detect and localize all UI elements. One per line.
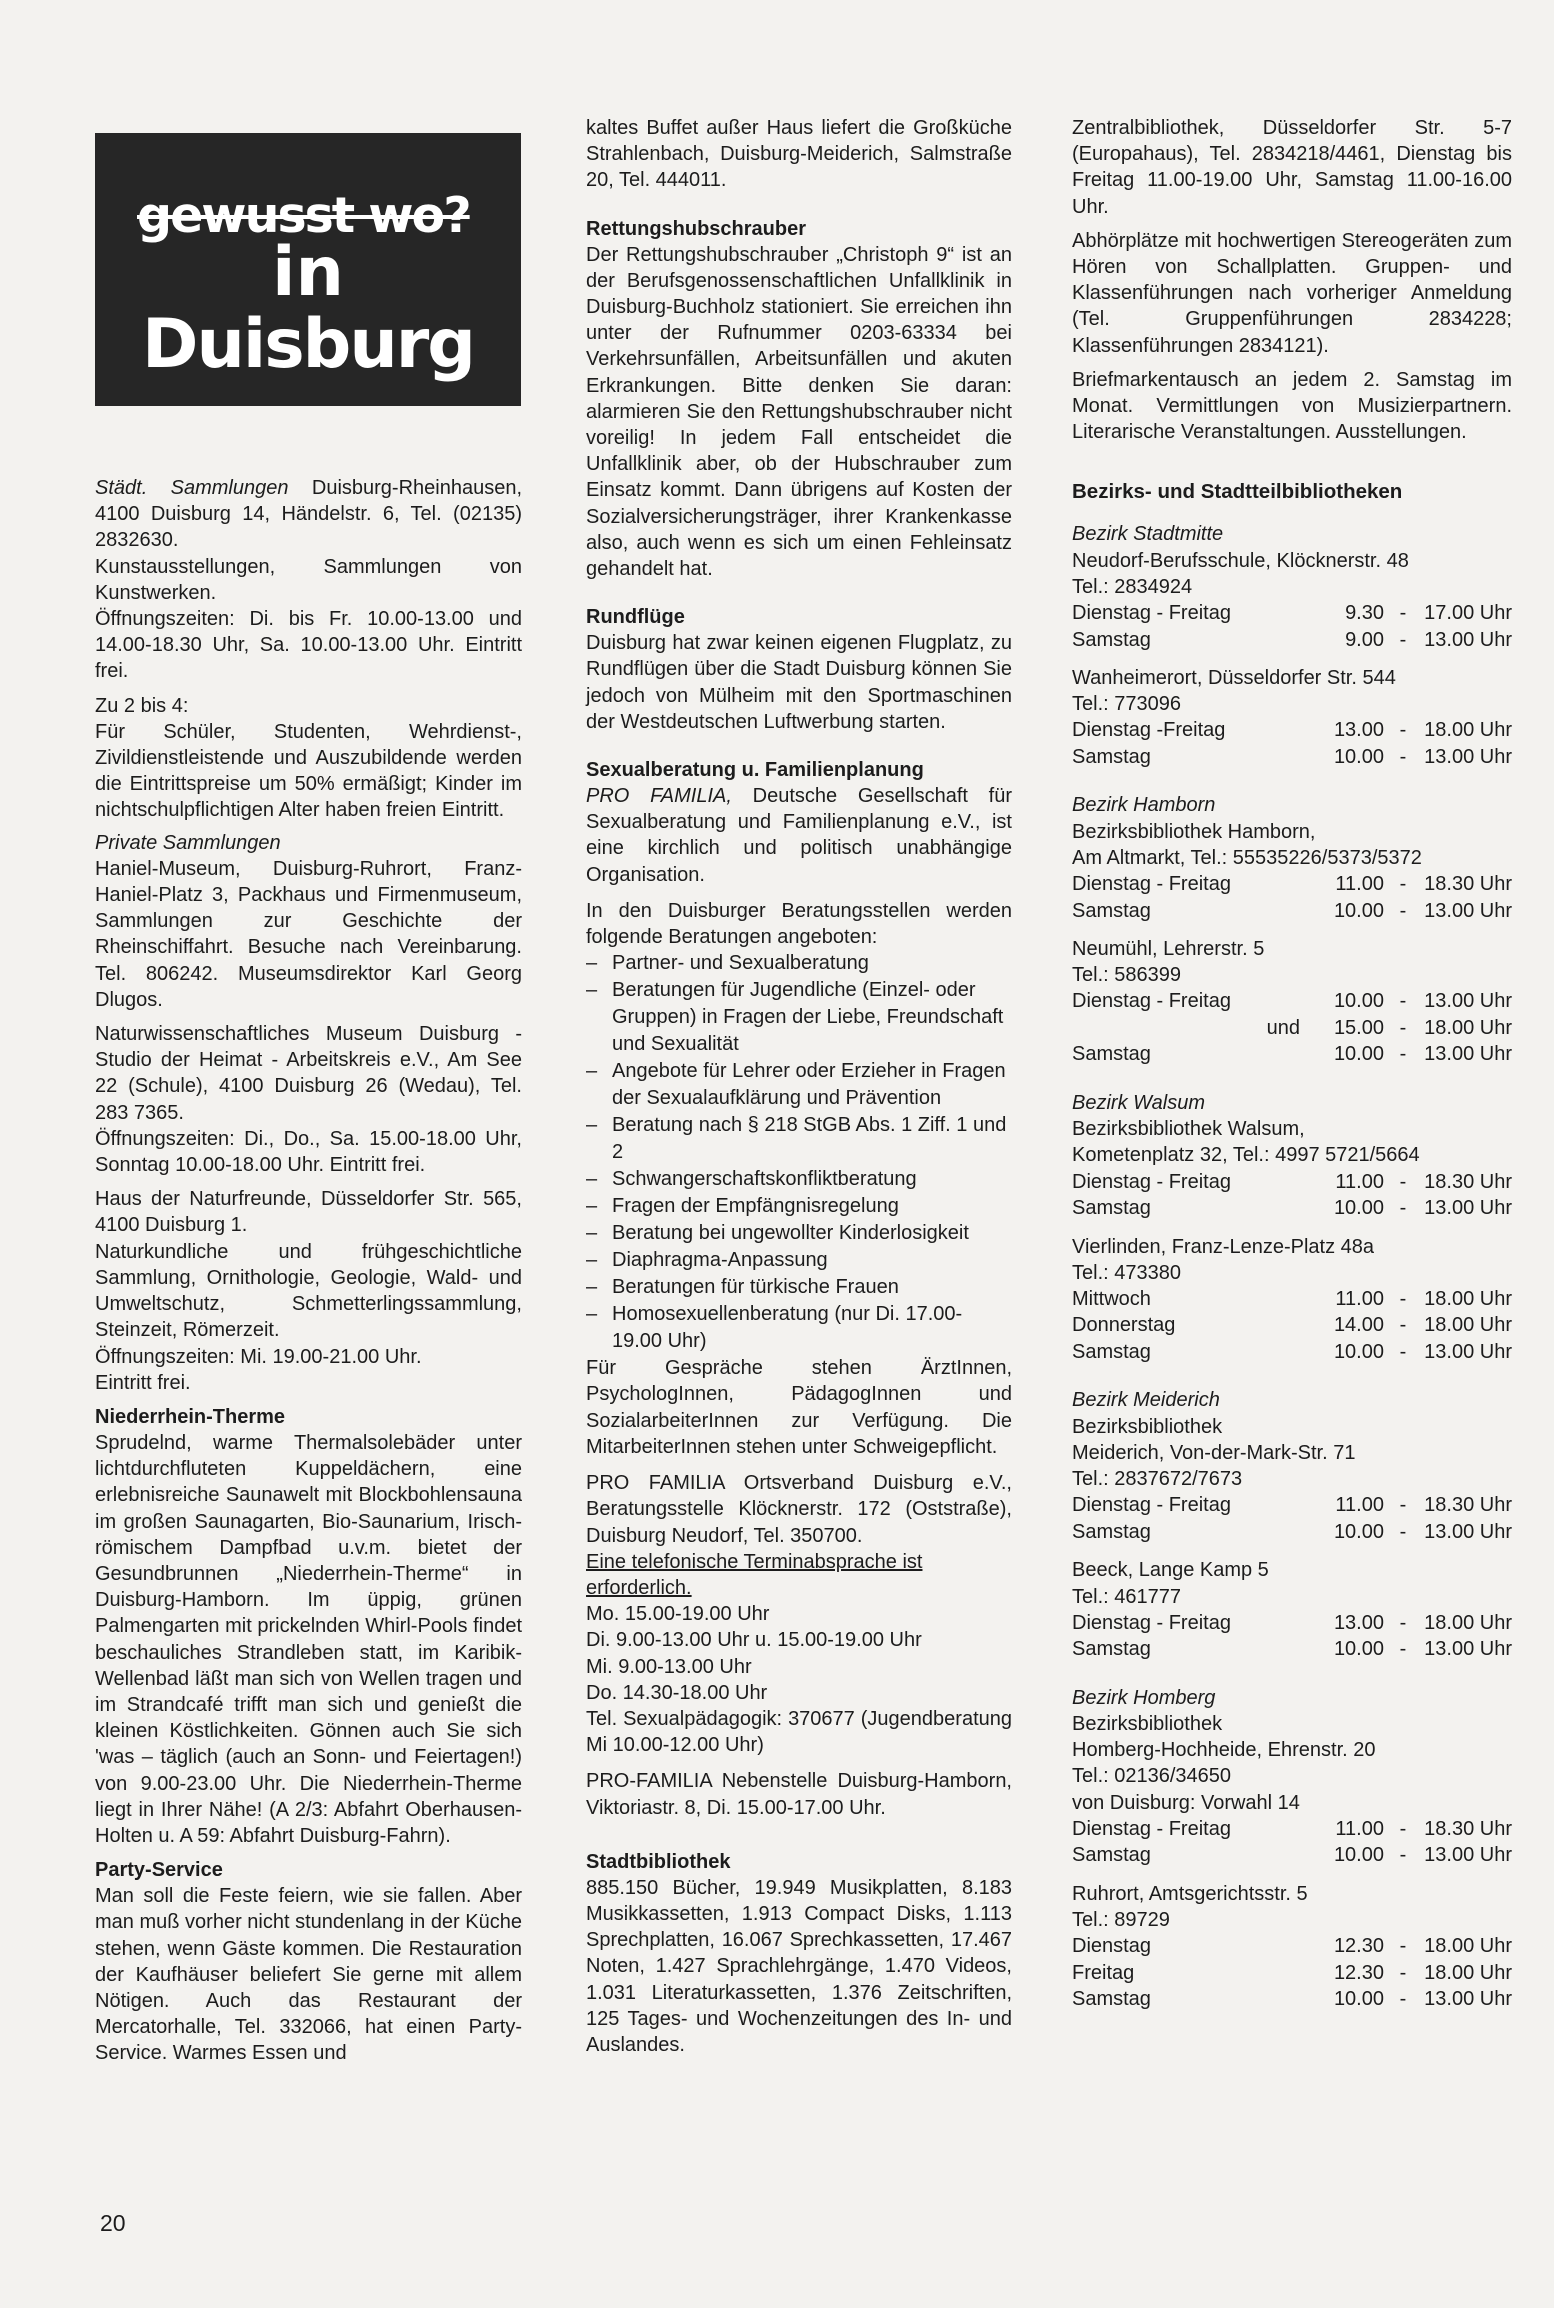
abhor-text: Abhörplätze mit hochwertigen Stereogeräten zum Hören von Schallplatten. Gruppen- und Klassenführungen nach vorheriger Anmeldung (Tel. Gruppenführungen 2834228; Klassenführungen 2834121). <box>1072 229 1512 357</box>
hours-to: 18.00 Uhr <box>1424 1961 1512 1984</box>
library-address-line: Kometenplatz 32, Tel.: 4997 5721/5664 <box>1072 1144 1420 1167</box>
district-name: Bezirk Walsum <box>1072 1091 1205 1114</box>
naturfreunde-text: Haus der Naturfreunde, Düsseldorfer Str. 565, 4100 Duisburg 1. <box>95 1188 522 1237</box>
party-continued: kaltes Buffet außer Haus liefert die Großküche Strahlenbach, Duisburg-Meiderich, Salmstraße 20, Tel. 444011. <box>586 117 1012 192</box>
hours-separator: - <box>1399 1197 1407 1220</box>
hours-day: Dienstag - Freitag <box>1072 602 1231 625</box>
library-entry <box>1072 665 1512 770</box>
sex-ortsverband: PRO FAMILIA Ortsverband Duisburg e.V., Beratungsstelle Klöcknerstr. 172 (Oststraße), Duisburg Neudorf, Tel. 350700. <box>586 1472 1012 1547</box>
sex-time: Mi. 9.00-13.00 Uhr <box>586 1655 752 1678</box>
hours-row <box>1072 1015 1512 1042</box>
hours-from: 10.00 <box>1333 745 1384 768</box>
hours-row <box>1072 1842 1512 1869</box>
hours-from: 10.00 <box>1333 1638 1384 1661</box>
sex-offers-list <box>586 950 1012 1355</box>
hours-row <box>1072 1960 1512 1987</box>
library-address-line: Homberg-Hochheide, Ehrenstr. 20 <box>1072 1739 1376 1762</box>
sex-time: Tel. Sexualpädagogik: 370677 (Jugendberatung Mi 10.00-12.00 Uhr) <box>586 1707 1012 1757</box>
sex-time: Mo. 15.00-19.00 Uhr <box>586 1603 770 1626</box>
hours-to: 18.00 Uhr <box>1424 1314 1512 1337</box>
hours-separator: - <box>1399 873 1407 896</box>
therme-text: Sprudelnd, warme Thermalsolebäder unter lichtdurchfluteten Kuppeldächern, eine erlebnisreiche Saunawelt mit Blockbohlensauna im großen Saunagarten, Bio-Saunarium, Irisch-römischem Dampfbad u.v.m. bietet der Gesundbrunnen „Niederrhein-Therme“ in Duisburg-Hamborn. Im üppig, grünen Palmengarten mit prickelnden Whirl-Pools findet beschauliches Strandleben statt, im Karibik-Wellenbad läßt man sich von Wellen tragen und im Strandcafé trifft man sich und genießt die kleinen Köstlichkeiten. Gönnen auch Sie sich 'was – täglich (auch an Sonn- und Feiertagen!) von 9.00-23.00 Uhr. Die Niederrhein-Therme liegt in Ihrer Nähe! (A 2/3: Abfahrt Oberhausen-Holten u. A 59: Abfahrt Duisburg-Fahrn). <box>95 1431 522 1847</box>
hours-from: 10.00 <box>1333 1197 1384 1220</box>
hours-from: 12.30 <box>1333 1935 1384 1958</box>
hours-from: 10.00 <box>1333 1844 1384 1867</box>
district-name: Bezirk Stadtmitte <box>1072 523 1224 546</box>
hours-from: 10.00 <box>1333 1520 1384 1543</box>
staedt-sammlungen <box>95 475 522 554</box>
list-item: – Partner- und Sexualberatung <box>586 950 1012 977</box>
hours-separator: - <box>1399 1988 1407 2011</box>
library-address-line: Bezirksbibliothek <box>1072 1712 1223 1735</box>
library-address-line: Tel.: 473380 <box>1072 1261 1181 1284</box>
hours-day: Samstag <box>1072 1844 1151 1867</box>
library-address-line: Bezirksbibliothek <box>1072 1415 1223 1438</box>
library-address-line: Ruhrort, Amtsgerichtsstr. 5 <box>1072 1882 1308 1905</box>
hours-row <box>1072 1636 1512 1663</box>
hours-from: 12.30 <box>1333 1961 1384 1984</box>
hours-row <box>1072 1041 1512 1068</box>
hours-day: Dienstag - Freitag <box>1072 1611 1231 1634</box>
hours-from: 11.00 <box>1335 1817 1384 1840</box>
hours-row <box>1072 1610 1512 1637</box>
library-address-line: Neudorf-Berufsschule, Klöcknerstr. 48 <box>1072 549 1409 572</box>
column-1 <box>95 475 522 2067</box>
hours-to: 13.00 Uhr <box>1424 1844 1512 1867</box>
hours-to: 13.00 Uhr <box>1424 745 1512 768</box>
library-entry <box>1072 1116 1512 1221</box>
natur-text: Naturwissenschaftliches Museum Duisburg - Studio der Heimat - Arbeitskreis e.V., Am See 22 (Schule), 4100 Duisburg 26 (Wedau), Tel. 283 7365. <box>95 1023 522 1124</box>
hours-from: 11.00 <box>1335 1170 1384 1193</box>
hours-day: Samstag <box>1072 899 1151 922</box>
library-address-line: Vierlinden, Franz-Lenze-Platz 48a <box>1072 1235 1375 1258</box>
hours-to: 13.00 Uhr <box>1424 1197 1512 1220</box>
library-address-line: Tel.: 2834924 <box>1072 575 1193 598</box>
hours-separator: - <box>1399 1494 1407 1517</box>
private-text: Haniel-Museum, Duisburg-Ruhrort, Franz-Haniel-Platz 3, Packhaus und Firmenmuseum, Sammlungen zur Geschichte der Rheinschiffahrt. Besuche nach Vereinbarung. Tel. 806242. Museumsdirektor Karl Georg Dlugos. <box>95 857 522 1011</box>
hours-to: 18.30 Uhr <box>1424 873 1512 896</box>
library-entry <box>1072 1234 1512 1366</box>
sex-title: Sexualberatung u. Familienplanung <box>586 759 924 782</box>
hours-row <box>1072 871 1512 898</box>
hours-separator: - <box>1399 1170 1407 1193</box>
hours-to: 18.00 Uhr <box>1424 1016 1512 1039</box>
stadtbib-title: Stadtbibliothek <box>586 1850 731 1873</box>
library-entry <box>1072 1414 1512 1546</box>
hours-separator: - <box>1399 719 1407 742</box>
hours-to: 18.00 Uhr <box>1424 1287 1512 1310</box>
hours-separator: - <box>1399 1287 1407 1310</box>
hours-from: 9.30 <box>1345 602 1384 625</box>
hours-row <box>1072 600 1512 627</box>
library-entry <box>1072 819 1512 924</box>
sex-intro-text: Deutsche Gesellschaft für Sexualberatung und Familienplanung e.V., ist eine kirchlich und politisch unabhängige Organisation. <box>586 785 1012 886</box>
library-address-line: Tel.: 773096 <box>1072 693 1181 716</box>
staedt-zu-text: Für Schüler, Studenten, Wehrdienst-, Zivildienstleistende und Auszubildende werden die Eintrittspreise um 50% ermäßigt; Kinder im nichtschulpflichtigen Alter haben freien Eintritt. <box>95 720 522 822</box>
sex-intro-italic: PRO FAMILIA, <box>586 785 732 808</box>
hours-day: Dienstag - Freitag <box>1072 1494 1231 1517</box>
hours-from: 10.00 <box>1333 1340 1384 1363</box>
list-item: – Homosexuellenberatung (nur Di. 17.00-19.00 Uhr) <box>586 1301 1012 1355</box>
hours-day: Dienstag - Freitag <box>1072 1170 1231 1193</box>
library-entry <box>1072 1557 1512 1662</box>
hours-row <box>1072 627 1512 654</box>
heli-title: Rettungshubschrauber <box>586 217 807 240</box>
hours-separator: - <box>1399 1520 1407 1543</box>
hours-to: 13.00 Uhr <box>1424 1638 1512 1661</box>
heli-text: Der Rettungshubschrauber „Christoph 9“ ist an der Berufsgenossenschaftlichen Unfallklinik in Duisburg-Buchholz stationiert. Sie erreichen ihn unter der Rufnummer 0203-63334 bei Verkehrsunfällen, Arbeitsunfällen und akuten Erkrankungen. Bitte denken Sie daran: alarmieren Sie den Rettungshubschrauber nicht voreilig! In jedem Fall entscheidet die Unfallklinik aber, ob der Hubschrauber zum Einsatz kommt. Dann übrigens auf Kosten der Sozialversicherungsträger, ihrer Krankenkasse also, auch wenn es sich um einen Fehleinsatz gehandelt hat. <box>586 243 1012 581</box>
hours-day: Samstag <box>1072 628 1151 651</box>
hours-to: 13.00 Uhr <box>1424 1043 1512 1066</box>
hours-to: 13.00 Uhr <box>1424 899 1512 922</box>
staedt-title: Städt. Sammlungen <box>95 477 289 499</box>
hours-day: Samstag <box>1072 1520 1151 1543</box>
hours-separator: - <box>1399 1817 1407 1840</box>
hours-separator: - <box>1399 990 1407 1013</box>
hours-from: 11.00 <box>1335 1494 1384 1517</box>
staedt-hours: Öffnungszeiten: Di. bis Fr. 10.00-13.00 und 14.00-18.30 Uhr, Sa. 10.00-13.00 Uhr. Eintritt frei. <box>95 608 522 683</box>
list-item: – Fragen der Empfängnisregelung <box>586 1193 1012 1220</box>
hours-to: 13.00 Uhr <box>1424 1520 1512 1543</box>
hours-to: 18.00 Uhr <box>1424 1935 1512 1958</box>
hours-from: 10.00 <box>1333 990 1384 1013</box>
stadtbib-text: 885.150 Bücher, 19.949 Musikplatten, 8.183 Musikkassetten, 1.913 Compact Disks, 1.113 Sprechplatten, 16.067 Sprechkassetten, 17.467 Noten, 1.427 Sprachlehrgänge, 1.470 Videos, 1.031 Literaturkassetten, 1.376 Zeitschriften, 125 Tages- und Wochenzeitungen des In- und Auslandes. <box>586 1876 1012 2056</box>
library-address-line: Tel.: 586399 <box>1072 964 1181 987</box>
library-address-line: Bezirksbibliothek Walsum, <box>1072 1118 1305 1141</box>
hours-separator: - <box>1399 899 1407 922</box>
hours-day: Dienstag - Freitag <box>1072 990 1231 1013</box>
hours-day: Dienstag - Freitag <box>1072 873 1231 896</box>
sex-time: Di. 9.00-13.00 Uhr u. 15.00-19.00 Uhr <box>586 1629 922 1652</box>
sex-termin: Eine telefonische Terminabsprache ist erforderlich. <box>586 1550 923 1599</box>
hours-from: 9.00 <box>1345 628 1384 651</box>
private-title: Private Sammlungen <box>95 831 281 854</box>
hours-row <box>1072 1986 1512 2013</box>
library-address-line: Meiderich, Von-der-Mark-Str. 71 <box>1072 1441 1356 1464</box>
brief-text: Briefmarkentausch an jedem 2. Samstag im Monat. Vermittlungen von Musizierpartnern. Literarische Veranstaltungen. Ausstellungen. <box>1072 368 1512 444</box>
district-name: Bezirk Meiderich <box>1072 1389 1220 1412</box>
naturfreunde-desc: Naturkundliche und frühgeschichtliche Sammlung, Ornithologie, Geologie, Wald- und Umweltschutz, Schmetterlingssammlung, Steinzeit, Römerzeit. <box>95 1240 522 1342</box>
list-item: – Schwangerschaftskonfliktberatung <box>586 1166 1012 1193</box>
hours-to: 18.30 Uhr <box>1424 1817 1512 1840</box>
library-entry <box>1072 936 1512 1068</box>
banner-line3: Duisburg <box>142 305 474 384</box>
hours-day: Samstag <box>1072 1340 1151 1363</box>
banner-line1: gewusst wo? <box>137 187 470 244</box>
library-address-line: Tel.: 2837672/7673 <box>1072 1468 1243 1491</box>
list-item: – Angebote für Lehrer oder Erzieher in Fragen der Sexualaufklärung und Prävention <box>586 1058 1012 1112</box>
hours-from: 15.00 <box>1333 1016 1384 1039</box>
library-address-line: Beeck, Lange Kamp 5 <box>1072 1559 1269 1582</box>
natur-hours: Öffnungszeiten: Di., Do., Sa. 15.00-18.00 Uhr, Sonntag 10.00-18.00 Uhr. Eintritt frei. <box>95 1127 522 1177</box>
party-text: Man soll die Feste feiern, wie sie fallen. Aber man muß vorher nicht stundenlang in der Küche stehen, wenn Gäste kommen. Die Restauration der Kaufhäuser beliefert Sie gerne mit allem Nötigen. Auch das Restaurant der Mercatorhalle, Tel. 332066, hat einen Party-Service. Warmes Essen und <box>95 1885 522 2065</box>
library-entry <box>1072 548 1512 653</box>
library-entry <box>1072 1881 1512 2013</box>
sex-nebenstelle: PRO-FAMILIA Nebenstelle Duisburg-Hamborn, Viktoriastr. 8, Di. 15.00-17.00 Uhr. <box>586 1770 1012 1819</box>
banner-line2: in <box>272 233 344 312</box>
library-address-line: Bezirksbibliothek Hamborn, <box>1072 820 1316 843</box>
hours-separator: - <box>1399 1314 1407 1337</box>
list-item: – Diaphragma-Anpassung <box>586 1247 1012 1274</box>
hours-separator: - <box>1399 1961 1407 1984</box>
hours-separator: - <box>1399 628 1407 651</box>
hours-row <box>1072 1492 1512 1519</box>
column-2 <box>586 115 1012 2058</box>
zentral-text: Zentralbibliothek, Düsseldorfer Str. 5-7 (Europahaus), Tel. 2834218/4461, Dienstag bis Freitag 11.00-19.00 Uhr, Samstag 11.00-16.00 Uhr. <box>1072 117 1512 218</box>
hours-separator: - <box>1399 1340 1407 1363</box>
district-name: Bezirk Hamborn <box>1072 794 1216 817</box>
hours-day: Samstag <box>1072 1197 1151 1220</box>
hours-row <box>1072 1195 1512 1222</box>
hours-separator: - <box>1399 1611 1407 1634</box>
hours-from: 13.00 <box>1333 1611 1384 1634</box>
hours-row <box>1072 1169 1512 1196</box>
hours-row <box>1072 1339 1512 1366</box>
hours-to: 13.00 Uhr <box>1424 990 1512 1013</box>
hours-to: 17.00 Uhr <box>1424 602 1512 625</box>
hours-day: Samstag <box>1072 745 1151 768</box>
hours-day: Samstag <box>1072 1988 1151 2011</box>
hours-separator: - <box>1399 1935 1407 1958</box>
library-address-line: Am Altmarkt, Tel.: 55535226/5373/5372 <box>1072 846 1422 869</box>
hours-from: 10.00 <box>1333 899 1384 922</box>
sex-time: Do. 14.30-18.00 Uhr <box>586 1681 768 1704</box>
sex-offers-intro: In den Duisburger Beratungsstellen werden folgende Beratungen angeboten: <box>586 899 1012 949</box>
library-address-line: Tel.: 02136/34650 <box>1072 1765 1232 1788</box>
hours-from: 10.00 <box>1333 1988 1384 2011</box>
staedt-zu: Zu 2 bis 4: <box>95 694 189 717</box>
hours-row <box>1072 1933 1512 1960</box>
hours-row <box>1072 717 1512 744</box>
list-item: – Beratungen für türkische Frauen <box>586 1274 1012 1301</box>
staedt-desc: Kunstausstellungen, Sammlungen von Kunstwerken. <box>95 555 522 604</box>
hours-to: 18.00 Uhr <box>1424 719 1512 742</box>
hours-separator: - <box>1399 745 1407 768</box>
hours-separator: - <box>1399 1638 1407 1661</box>
rund-text: Duisburg hat zwar keinen eigenen Flugplatz, zu Rundflügen über die Stadt Duisburg können Sie jedoch von Mülheim mit den Sportmaschinen der Westdeutschen Luftwerbung starten. <box>586 632 1012 733</box>
rund-title: Rundflüge <box>586 606 685 629</box>
therme-title: Niederrhein-Therme <box>95 1405 286 1428</box>
hours-to: 18.30 Uhr <box>1424 1494 1512 1517</box>
hours-day <box>1072 1015 1267 1042</box>
hours-from: 10.00 <box>1333 1043 1384 1066</box>
sex-intro <box>586 783 1012 888</box>
library-address-line: Neumühl, Lehrerstr. 5 <box>1072 938 1265 961</box>
hours-day: Samstag <box>1072 1043 1151 1066</box>
hours-row <box>1072 744 1512 771</box>
hours-row <box>1072 1286 1512 1313</box>
hours-day: Dienstag - Freitag <box>1072 1817 1231 1840</box>
hours-day: Samstag <box>1072 1638 1151 1661</box>
naturfreunde-hours: Öffnungszeiten: Mi. 19.00-21.00 Uhr. <box>95 1345 422 1368</box>
column-3 <box>1072 115 1512 2013</box>
hours-separator: - <box>1399 1016 1407 1039</box>
library-address-line: Wanheimerort, Düsseldorfer Str. 544 <box>1072 667 1396 690</box>
hours-separator: - <box>1399 1043 1407 1066</box>
hours-day: Dienstag -Freitag <box>1072 719 1226 742</box>
hours-from: 13.00 <box>1333 719 1384 742</box>
hours-row <box>1072 988 1512 1015</box>
page-number: 20 <box>100 2210 126 2236</box>
library-address-line: Tel.: 89729 <box>1072 1908 1170 1931</box>
hours-row <box>1072 1816 1512 1843</box>
hours-row <box>1072 1519 1512 1546</box>
library-address-line: Tel.: 461777 <box>1072 1585 1181 1608</box>
sex-staff: Für Gespräche stehen ÄrztInnen, PsychologInnen, PädagogInnen und SozialarbeiterInnen zur Verfügung. Die MitarbeiterInnen stehen unter Schweigepflicht. <box>586 1357 1012 1458</box>
hours-separator: - <box>1399 1844 1407 1867</box>
hours-to: 18.30 Uhr <box>1424 1170 1512 1193</box>
list-item: – Beratungen für Jugendliche (Einzel- oder Gruppen) in Fragen der Liebe, Freundschaft und Sexualität <box>586 977 1012 1058</box>
hours-day: Freitag <box>1072 1961 1135 1984</box>
naturfreunde-entry: Eintritt frei. <box>95 1371 191 1394</box>
staedt-address: Duisburg-Rheinhausen, 4100 Duisburg 14, Händelstr. 6, Tel. (02135) 2832630. <box>95 477 523 552</box>
list-item: – Beratung nach § 218 StGB Abs. 1 Ziff. 1 und 2 <box>586 1112 1012 1166</box>
hours-day: Donnerstag <box>1072 1314 1176 1337</box>
hours-to: 13.00 Uhr <box>1424 1988 1512 2011</box>
hours-separator: - <box>1399 602 1407 625</box>
hours-day: Dienstag <box>1072 1935 1151 1958</box>
hours-prefix: und <box>1266 1016 1300 1039</box>
bezirk-title: Bezirks- und Stadtteilbibliotheken <box>1072 480 1403 504</box>
hours-row <box>1072 898 1512 925</box>
hours-to: 13.00 Uhr <box>1424 628 1512 651</box>
hours-to: 13.00 Uhr <box>1424 1340 1512 1363</box>
hours-from: 11.00 <box>1335 873 1384 896</box>
library-entry <box>1072 1711 1512 1869</box>
hours-row <box>1072 1312 1512 1339</box>
hours-to: 18.00 Uhr <box>1424 1611 1512 1634</box>
district-name: Bezirk Homberg <box>1072 1686 1216 1709</box>
party-title: Party-Service <box>95 1859 223 1882</box>
banner <box>95 133 521 406</box>
list-item: – Beratung bei ungewollter Kinderlosigkeit <box>586 1220 1012 1247</box>
district-list <box>1072 521 1512 2012</box>
hours-from: 11.00 <box>1335 1287 1384 1310</box>
hours-from: 14.00 <box>1333 1314 1384 1337</box>
hours-day: Mittwoch <box>1072 1287 1151 1310</box>
library-address-line: von Duisburg: Vorwahl 14 <box>1072 1791 1300 1814</box>
